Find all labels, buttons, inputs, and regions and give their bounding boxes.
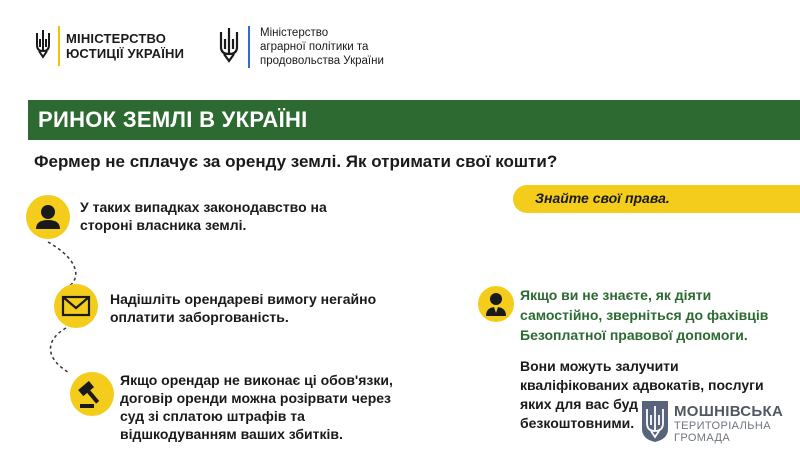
watermark-line1: МОШНІВСЬКА xyxy=(674,402,784,420)
watermark-line2: ТЕРИТОРІАЛЬНА xyxy=(674,419,771,432)
agro-ministry-logo xyxy=(218,26,384,68)
justice-logo-line2: ЮСТИЦІЇ УКРАЇНИ xyxy=(66,46,185,61)
gavel-icon xyxy=(70,372,114,416)
page-subtitle: Фермер не сплачує за оренду землі. Як отримати свої кошти? xyxy=(34,152,558,171)
trident-icon xyxy=(34,29,52,64)
agro-logo-line3: продовольства України xyxy=(260,55,384,67)
step-3-text: Якщо орендар не виконає ці обов'язки, договір оренди можна розірвати через суд зі сплатою штрафів та відшкодуванням ваших збитків. xyxy=(120,372,393,442)
person-icon xyxy=(26,195,70,239)
lawyer-icon xyxy=(478,286,514,322)
community-watermark xyxy=(640,397,800,450)
page-title: РИНОК ЗЕМЛІ В УКРАЇНІ xyxy=(38,107,308,132)
rights-label: Знайте свої права. xyxy=(535,190,670,206)
justice-logo-line1: МІНІСТЕРСТВО xyxy=(66,31,167,46)
advice-body: Вони можуть залучити кваліфікованих адвокатів, послуги яких для вас буд безкоштовними. xyxy=(520,358,764,431)
rights-badge xyxy=(513,185,800,213)
watermark-line3: ГРОМАДА xyxy=(674,431,731,444)
step-2-text: Надішліть орендареві вимогу негайно оплатити заборгованість. xyxy=(110,291,377,325)
trident-icon xyxy=(218,27,240,68)
envelope-icon xyxy=(54,284,98,328)
agro-logo-line1: Міністерство xyxy=(260,27,329,39)
advice-highlight: Якщо ви не знаєте, як діяти самостійно, зверніться до фахівців Безоплатної правової допомоги. xyxy=(520,287,769,343)
agro-logo-line2: аграрної політики та xyxy=(260,41,369,53)
trident-icon xyxy=(640,399,670,448)
justice-ministry-logo xyxy=(34,26,184,66)
step-1-text: У таких випадках законодавство на стороні власника землі. xyxy=(80,199,327,233)
title-banner xyxy=(28,100,800,140)
